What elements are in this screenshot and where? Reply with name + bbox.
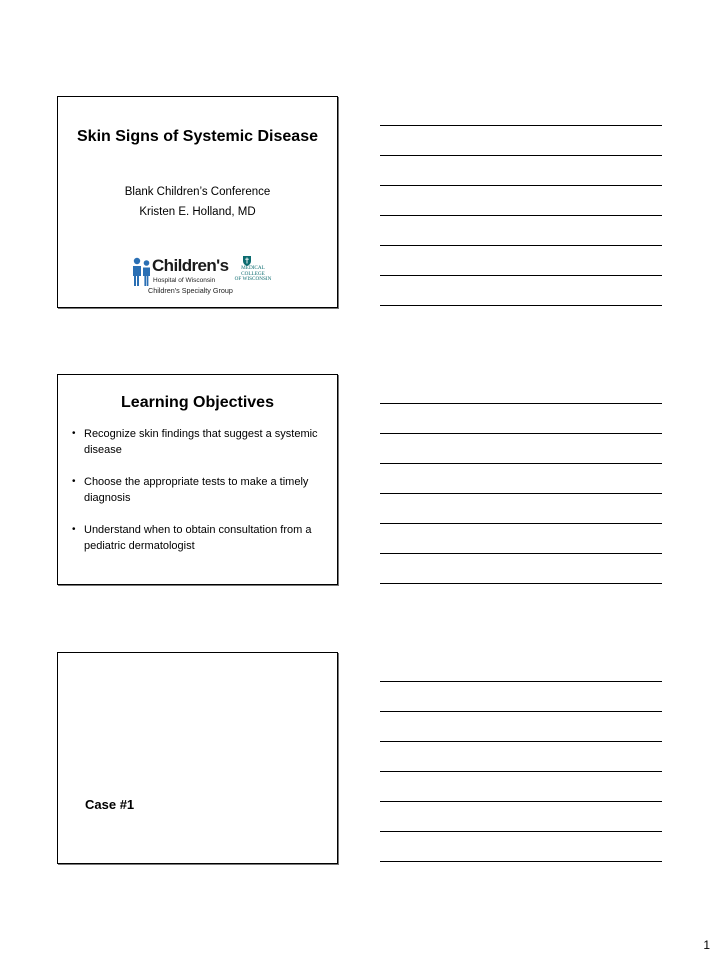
note-line (380, 186, 662, 216)
medical-college-line-3: OF WISCONSIN (234, 276, 272, 283)
note-line (380, 772, 662, 802)
slide-1-title: Skin Signs of Systemic Disease (77, 128, 318, 145)
slide-1-subtitle-line-1: Blank Children’s Conference (124, 186, 271, 198)
slide-2-title: Learning Objectives (121, 394, 274, 411)
medical-college-line-1: MEDICAL (241, 265, 265, 271)
slide-1-subtitle-line-2: Kristen E. Holland, MD (139, 206, 256, 218)
notes-area-3 (380, 652, 662, 862)
hospital-logo (128, 255, 278, 299)
objectives-list (72, 426, 322, 570)
note-line (380, 652, 662, 682)
logo-brand-text: Children's (152, 256, 229, 275)
note-line (380, 742, 662, 772)
note-line (380, 216, 662, 246)
note-line (380, 802, 662, 832)
note-line (380, 554, 662, 584)
slide-3 (57, 652, 338, 864)
note-line (380, 682, 662, 712)
slide-2 (57, 374, 338, 585)
note-line (380, 464, 662, 494)
note-line (380, 712, 662, 742)
list-item: • Understand when to obtain consultation from a pediatric dermatologist (72, 522, 322, 554)
notes-area-2 (380, 374, 662, 584)
list-item: • Recognize skin findings that suggest a systemic disease (72, 426, 322, 458)
note-line (380, 494, 662, 524)
note-line (380, 246, 662, 276)
page-number: 1 (703, 938, 710, 952)
list-item: • Choose the appropriate tests to make a timely diagnosis (72, 474, 322, 506)
note-line (380, 374, 662, 404)
slide-3-case-label: Case #1 (85, 797, 135, 812)
note-line (380, 524, 662, 554)
note-line (380, 126, 662, 156)
note-line (380, 96, 662, 126)
slide-1 (57, 96, 338, 308)
notes-area-1 (380, 96, 662, 306)
note-line (380, 276, 662, 306)
note-line (380, 156, 662, 186)
note-line (380, 404, 662, 434)
note-line (380, 434, 662, 464)
note-line (380, 832, 662, 862)
medical-college-line-2: COLLEGE (241, 270, 265, 277)
children-figures-icon (131, 257, 153, 287)
medical-college-text (234, 266, 272, 283)
logo-brand-subtext: Hospital of Wisconsin (153, 277, 216, 284)
logo-group-text: Children's Specialty Group (148, 286, 233, 295)
